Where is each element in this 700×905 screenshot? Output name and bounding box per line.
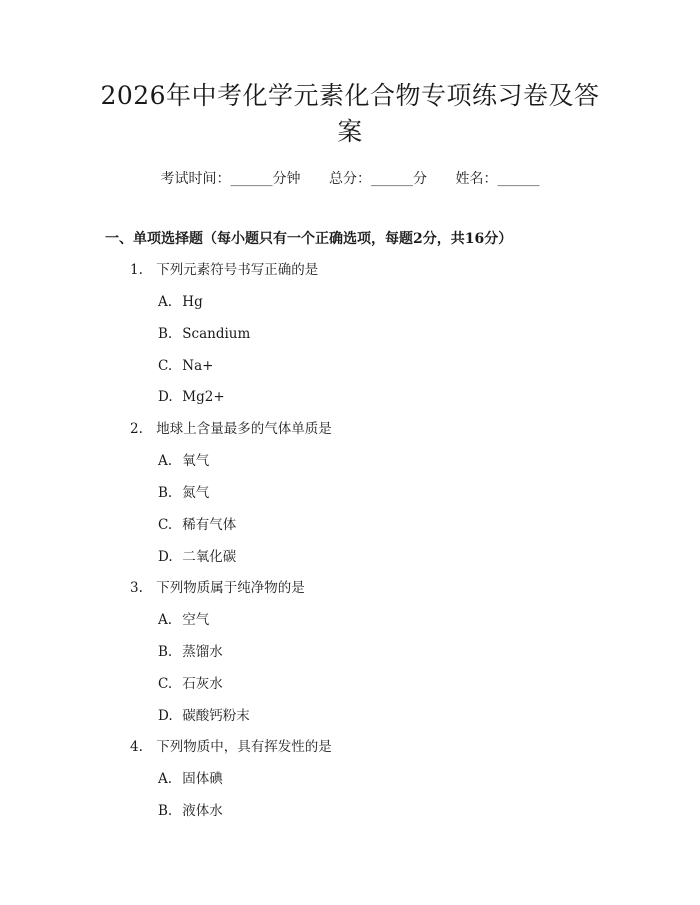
option-1c <box>158 356 213 376</box>
question-number: 1. <box>130 262 143 278</box>
question-text: 下列物质属于纯净物的是 <box>156 580 305 596</box>
option-letter: D. <box>158 389 173 405</box>
question-text: 地球上含量最多的气体单质是 <box>156 421 332 437</box>
option-2d <box>158 547 236 567</box>
option-text: 液体水 <box>182 803 223 819</box>
option-letter: B. <box>158 485 173 501</box>
option-3d <box>158 706 250 726</box>
total-score-field: 总分：______分 <box>329 171 427 187</box>
option-letter: C. <box>158 358 173 374</box>
option-4b <box>158 801 223 821</box>
option-letter: B. <box>158 644 173 660</box>
option-letter: B. <box>158 803 173 819</box>
question-text: 下列物质中，具有挥发性的是 <box>156 739 332 755</box>
section-heading: 一、单项选择题（每小题只有一个正确选项，每题2分，共16分） <box>105 231 513 247</box>
option-2a <box>158 451 209 471</box>
question-number: 2. <box>130 421 143 437</box>
option-letter: A. <box>158 453 173 469</box>
option-letter: D. <box>158 549 173 565</box>
exam-time-field: 考试时间：______分钟 <box>160 171 301 187</box>
option-letter: C. <box>158 676 173 692</box>
option-4a <box>158 769 223 789</box>
option-text: 固体碘 <box>182 771 223 787</box>
option-text: Hg <box>182 294 203 310</box>
question-3 <box>130 578 305 598</box>
question-2 <box>130 419 332 439</box>
option-2c <box>158 515 236 535</box>
option-text: Na+ <box>182 358 214 374</box>
question-number: 3. <box>130 580 143 596</box>
option-1a <box>158 292 203 312</box>
exam-title <box>80 78 620 150</box>
option-text: 蒸馏水 <box>182 644 223 660</box>
question-number: 4. <box>130 739 143 755</box>
question-1 <box>130 260 318 280</box>
option-text: 碳酸钙粉末 <box>182 708 250 724</box>
option-3a <box>158 610 209 630</box>
option-3c <box>158 674 223 694</box>
option-letter: C. <box>158 517 173 533</box>
option-text: 稀有气体 <box>182 517 237 533</box>
option-letter: A. <box>158 771 173 787</box>
option-1d <box>158 387 225 407</box>
option-text: 氧气 <box>182 453 210 469</box>
option-text: 二氧化碳 <box>182 549 237 565</box>
exam-meta <box>0 169 700 189</box>
option-letter: D. <box>158 708 173 724</box>
exam-title-line-1: 2026年中考化学元素化合物专项练习卷及答 <box>100 81 600 110</box>
question-text: 下列元素符号书写正确的是 <box>156 262 319 278</box>
option-letter: A. <box>158 612 173 628</box>
question-4 <box>130 737 332 757</box>
option-text: 氮气 <box>182 485 210 501</box>
option-letter: B. <box>158 326 173 342</box>
option-2b <box>158 483 209 503</box>
option-text: Scandium <box>182 326 251 342</box>
student-name-field: 姓名：______ <box>455 171 540 187</box>
option-1b <box>158 324 250 344</box>
option-text: 石灰水 <box>182 676 223 692</box>
option-text: 空气 <box>182 612 210 628</box>
option-letter: A. <box>158 294 173 310</box>
option-text: Mg2+ <box>182 389 225 405</box>
exam-title-line-2: 案 <box>337 117 363 146</box>
option-3b <box>158 642 223 662</box>
